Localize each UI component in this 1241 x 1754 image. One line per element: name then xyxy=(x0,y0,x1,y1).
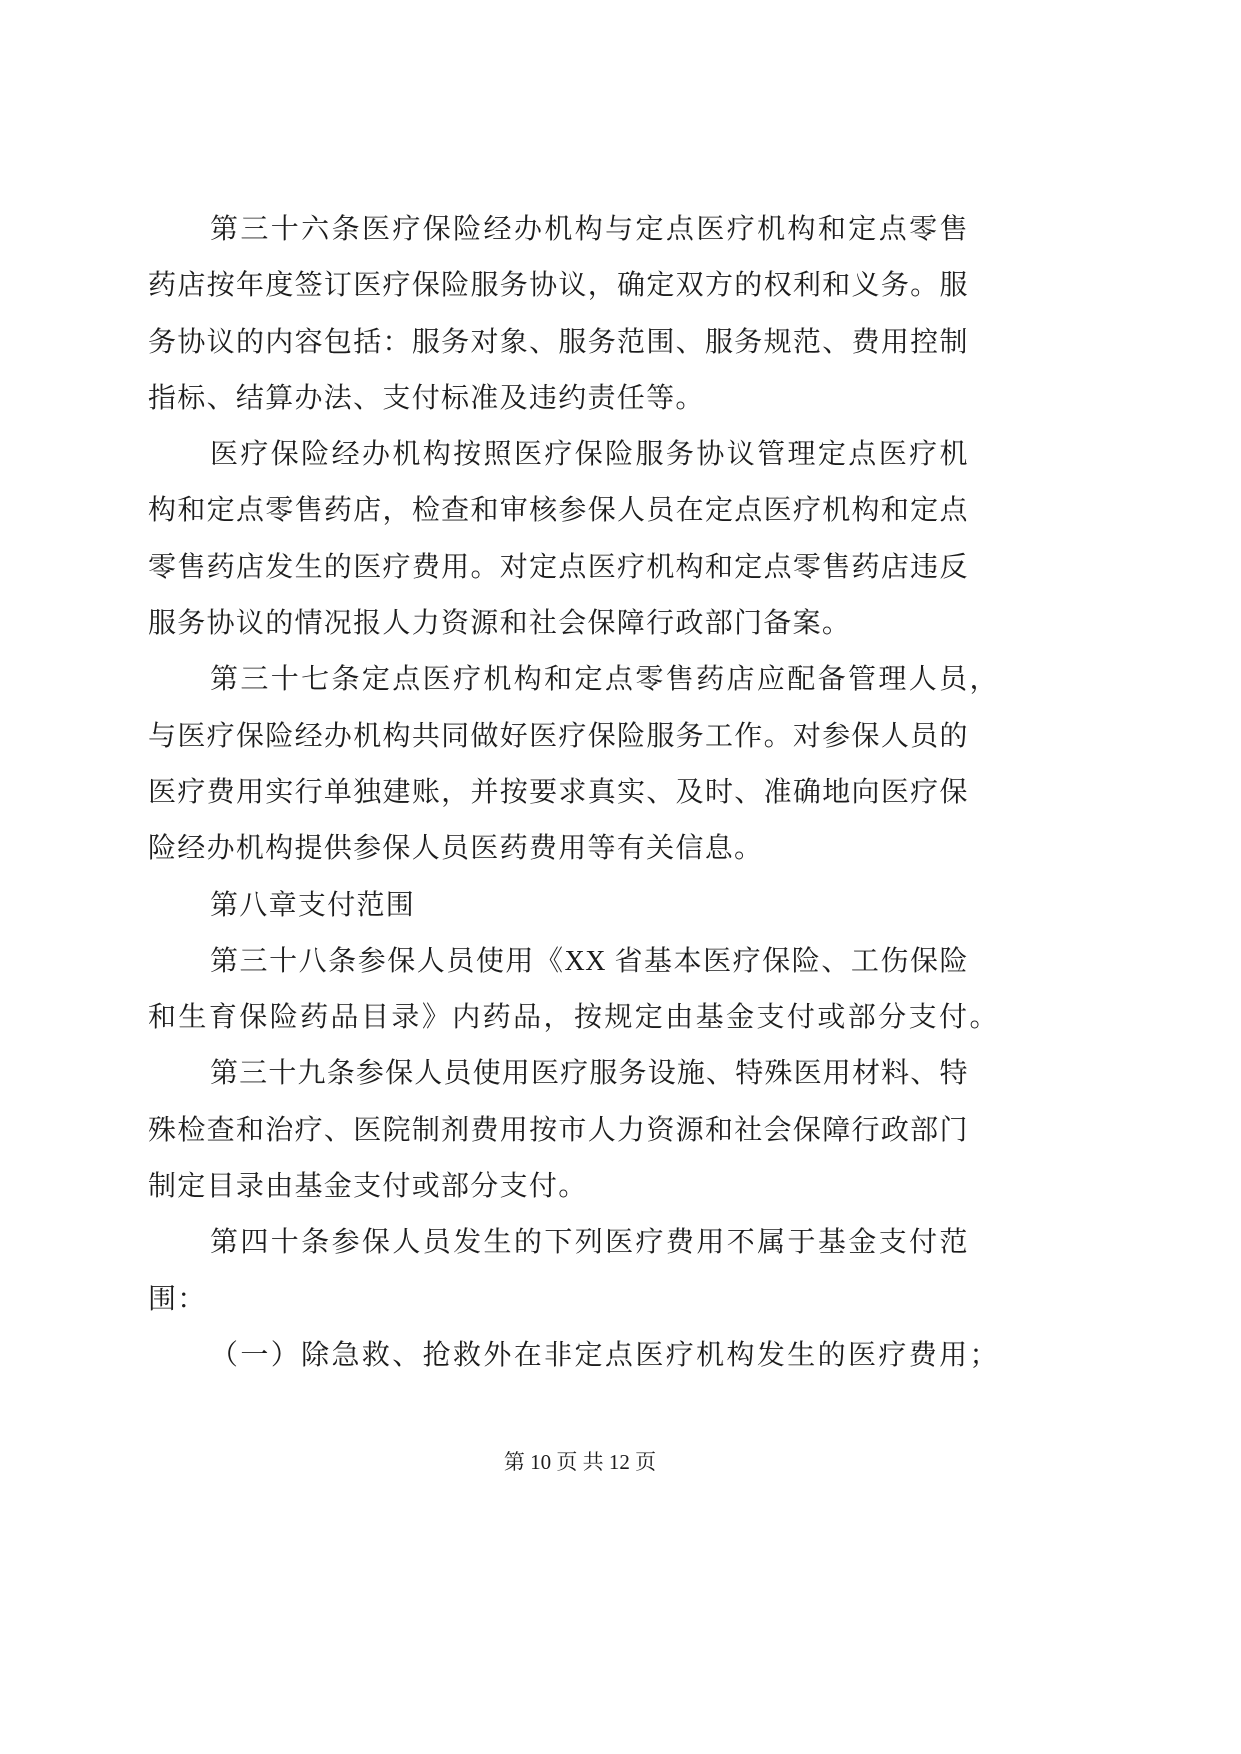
paragraph-line: 殊检查和治疗、医院制剂费用按市人力资源和社会保障行政部门 xyxy=(148,1114,968,1146)
paragraph-line: 务协议的内容包括：服务对象、服务范围、服务规范、费用控制 xyxy=(148,326,968,358)
paragraph-line: 指标、结算办法、支付标准及违约责任等。 xyxy=(148,382,705,414)
article-36-paragraph xyxy=(148,202,1028,427)
paragraph-line: 险经办机构提供参保人员医药费用等有关信息。 xyxy=(148,833,764,865)
paragraph-line: 医疗费用实行单独建账，并按要求真实、及时、准确地向医疗保 xyxy=(148,776,968,808)
document-body xyxy=(148,202,1028,1384)
paragraph-line: 构和定点零售药店，检查和审核参保人员在定点医疗机构和定点 xyxy=(148,495,968,527)
paragraph-line: 药店按年度签订医疗保险服务协议，确定双方的权利和义务。服 xyxy=(148,270,968,302)
paragraph-line: 第三十七条定点医疗机构和定点零售药店应配备管理人员， xyxy=(210,664,998,696)
article-40-paragraph xyxy=(148,1215,1028,1328)
paragraph-line: 第三十八条参保人员使用《XX 省基本医疗保险、工伤保险 xyxy=(210,945,968,977)
article-39-paragraph xyxy=(148,1046,1028,1215)
paragraph-line: 第三十九条参保人员使用医疗服务设施、特殊医用材料、特 xyxy=(210,1058,968,1090)
paragraph-line: 和生育保险药品目录》内药品，按规定由基金支付或部分支付。 xyxy=(148,1002,998,1034)
item-1-paragraph xyxy=(148,1328,1028,1384)
paragraph-line: 围： xyxy=(148,1283,207,1315)
paragraph-line: 第四十条参保人员发生的下列医疗费用不属于基金支付范 xyxy=(210,1227,968,1259)
paragraph-line: 服务协议的情况报人力资源和社会保障行政部门备案。 xyxy=(148,608,852,640)
paragraph-line: 医疗保险经办机构按照医疗保险服务协议管理定点医疗机 xyxy=(210,439,968,471)
paragraph-line: 零售药店发生的医疗费用。对定点医疗机构和定点零售药店违反 xyxy=(148,551,968,583)
agency-management-paragraph xyxy=(148,427,1028,652)
paragraph-line: 制定目录由基金支付或部分支付。 xyxy=(148,1171,588,1203)
chapter-8-heading xyxy=(148,878,1028,934)
paragraph-line: 与医疗保险经办机构共同做好医疗保险服务工作。对参保人员的 xyxy=(148,720,968,752)
page-footer: 第 10 页 共 12 页 xyxy=(503,1450,657,1474)
paragraph-line: （一）除急救、抢救外在非定点医疗机构发生的医疗费用； xyxy=(210,1339,998,1371)
article-38-paragraph xyxy=(148,934,1028,1047)
article-37-paragraph xyxy=(148,652,1028,877)
chapter-heading: 第八章支付范围 xyxy=(210,889,416,921)
paragraph-line: 第三十六条医疗保险经办机构与定点医疗机构和定点零售 xyxy=(210,214,968,245)
